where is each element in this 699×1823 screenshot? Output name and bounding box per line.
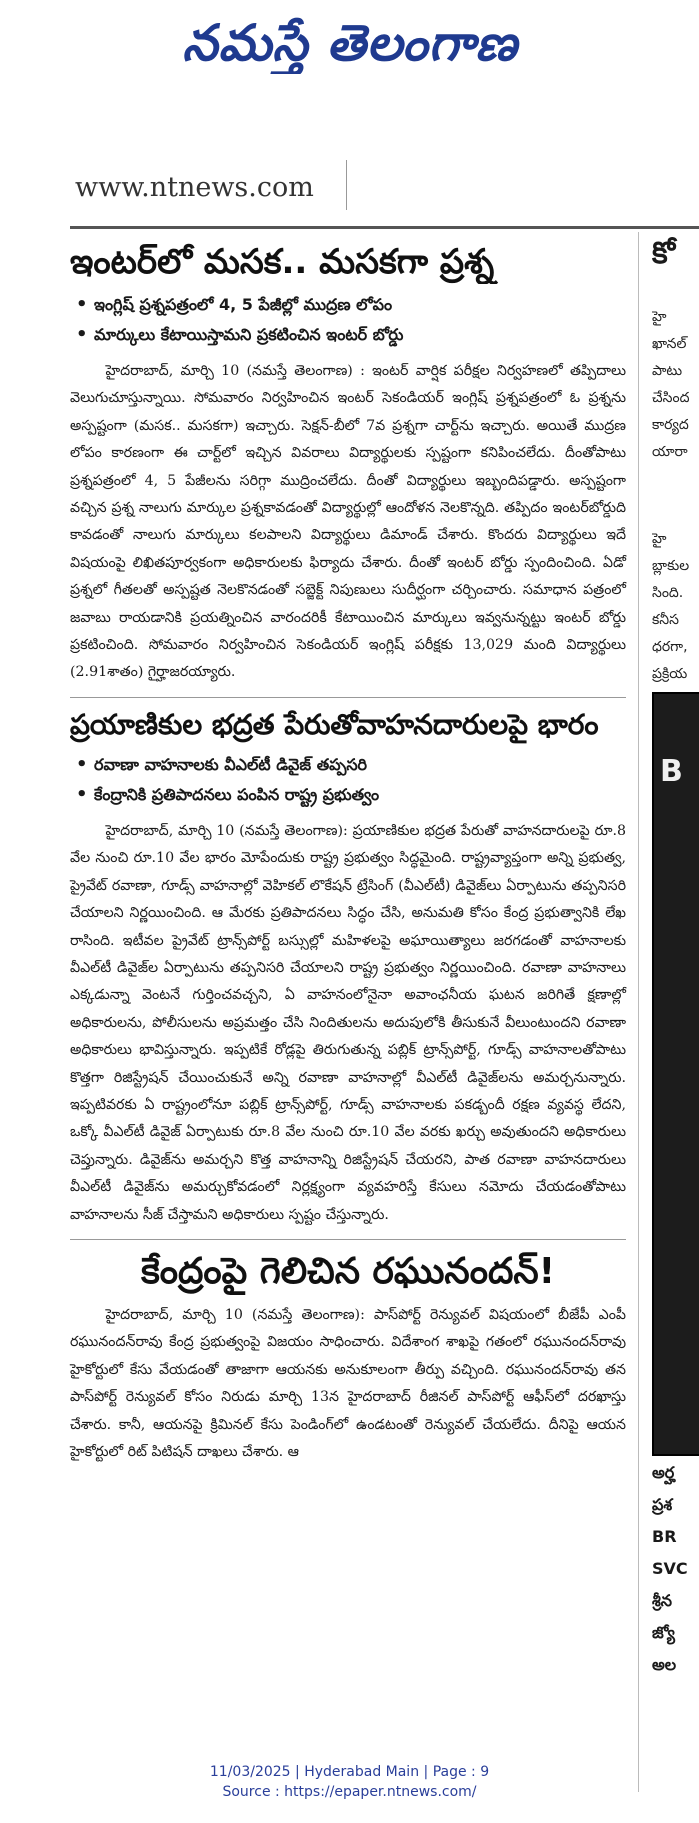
text-fragment: యారా (652, 444, 688, 460)
ad-fragment: అర్హ (652, 1463, 675, 1482)
masthead (0, 0, 699, 90)
page-footer (0, 1762, 699, 1802)
ad-fragment: ప్రశ (652, 1495, 673, 1514)
article-headline: కేంద్రంపై గెలిచిన రఘునందన్‌! (140, 1250, 556, 1292)
article-headline: ప్రయాణికుల భద్రత పేరుతోవాహనదారులపై భారం (70, 707, 599, 741)
right-column-fragment (652, 232, 699, 1792)
text-fragment: పాటు (652, 363, 683, 379)
main-column (70, 232, 626, 1476)
article-bullets (70, 750, 626, 810)
bullet-item: • ఇంగ్లిష్‌ ప్రశ్నపత్రంలో 4, 5 పేజీల్లో ముద్రణ లోపం (70, 290, 626, 320)
bullet-item: • కేంద్రానికి ప్రతిపాదనలు పంపిన రాష్ట్ర ప్రభుత్వం (70, 780, 626, 810)
advertisement[interactable] (652, 692, 699, 1456)
ad-text: B (660, 754, 683, 789)
advertisement-lower[interactable] (652, 1457, 699, 1681)
article-body: హైదరాబాద్‌, మార్చి 10 (నమస్తే తెలంగాణ): పాస్‌పోర్ట్‌ రెన్యువల్‌ విషయంలో బీజేపీ ఎంపీ రఘునందన్‌రావు కేంద్ర ప్రభుత్వంపై విజయం సాధించారు. విదేశాంగ శాఖపై గతంలో రఘునందన్‌రావు హైకోర్టులో కేసు వేయడంతో తాజాగా ఆయనకు అనుకూలంగా తీర్పు వచ్చింది. రఘునందన్‌రావు తన పాస్‌పోర్ట్‌ రెన్యువల్‌ కోసం నిరుడు మార్చి 13న హైదరాబాద్‌ రీజినల్‌ పాస్‌పోర్ట్‌ ఆఫీస్‌లో దరఖాస్తు చేశారు. కానీ, ఆయనపై క్రిమినల్‌ కేసు పెండింగ్‌లో ఉండటంతో రెన్యువల్‌ చేయలేదు. దీనిపై ఆయన హైకోర్టులో రిట్‌ పిటిషన్‌ దాఖలు చేశారు. ఆ (70, 1306, 626, 1460)
footer-source-link[interactable]: Source : https://epaper.ntnews.com/ (222, 1784, 477, 1800)
article-body: హైదరాబాద్‌, మార్చి 10 (నమస్తే తెలంగాణ) : ఇంటర్‌ వార్షిక పరీక్షల నిర్వహణలో తప్పిదాలు వెలుగుచూస్తున్నాయి. సోమవారం నిర్వహించిన ఇంటర్‌ సెకండియర్‌ ఇంగ్లిష్‌ ప్రశ్నపత్రంలో ఓ ప్రశ్నను అస్పష్టంగా (మసక.. మసకగా) ఇచ్చారు. సెక్షన్‌-బీలో 7వ ప్రశ్నగా చార్ట్‌ను ఇచ్చారు. అయితే ముద్రణ లోపం కారణంగా ఈ చార్ట్‌లో ఇచ్చిన వివరాలు విద్యార్థులకు స్పష్టంగా కనిపించలేదు. దీంతోపాటు ప్రశ్నపత్రంలో 4, 5 పేజీలను సరిగ్గా ముద్రించలేదు. దీంతో విద్యార్థులు ఇబ్బందిపడ్డారు. అస్పష్టంగా వచ్చిన ప్రశ్న నాలుగు మార్కుల ప్రశ్నకావడంతో విద్యార్థుల్లో ఆందోళన నెలకొన్నది. తప్పిదం ఇంటర్‌బోర్డుది కావడంతో నాలుగు మార్కులు కలపాలని విద్యార్థులు డిమాండ్‌ చేశారు. కొందరు విద్యార్థులు ఇదే విషయంపై లిఖితపూర్వకంగా అధికారులకు ఫిర్యాదు చేశారు. దీంతో ఇంటర్‌ బోర్డు స్పందించింది. ఏడో ప్రశ్నలో గీతలతో అస్పష్టత నెలకొనడంతో సబ్జెక్ట్‌ నిపుణులు సుదీర్ఘంగా చర్చించారు. సమాధాన పత్రంలో జవాబు రాయడానికి ప్రయత్నించిన వారందరికీ కేటాయించిన మార్కులు ఇవ్వనున్నట్టు ఇంటర్‌ బోర్డు ప్రకటించింది. సోమవారం నిర్వహించిన సెకండియర్‌ ఇంగ్లిష్‌ పరీక్షకు 13,029 మంది విద్యార్థులు (2.91శాతం) గైర్హాజరయ్యారు. (70, 363, 626, 681)
article-headline: ఇంటర్‌లో మసక.. మసకగా ప్రశ్న (70, 242, 495, 282)
article-inter-exam (70, 232, 626, 698)
article-bullets (70, 290, 626, 350)
article-vlt-device (70, 698, 626, 1240)
text-fragment: కార్యద (652, 417, 689, 433)
ad-fragment: జ్యో (652, 1623, 675, 1642)
text-fragment: ధరగా, (652, 639, 688, 655)
text-fragment: కనీస (652, 612, 679, 628)
bullet-item: • రవాణా వాహనాలకు వీఎల్‌టీ డివైజ్‌ తప్పసరి (70, 750, 626, 780)
ad-fragment: SVC (652, 1559, 688, 1578)
text-fragment: హై (652, 309, 667, 325)
article-body: హైదరాబాద్‌, మార్చి 10 (నమస్తే తెలంగాణ): ప్రయాణికుల భద్రత పేరుతో వాహనదారులపై రూ.8 వేల నుంచి రూ.10 వేల భారం మోపేందుకు రాష్ట్ర ప్రభుత్వం సిద్ధమైంది. రాష్ట్రవ్యాప్తంగా అన్ని ప్రభుత్వ, ప్రైవేట్‌ రవాణా, గూడ్స్‌ వాహనాల్లో వెహికల్‌ లొకేషన్‌ ట్రేసింగ్‌ (వీఎల్‌టీ) డివైజ్‌లు ఏర్పాటును తప్పనిసరి చేయాలని నిర్ణయించింది. ఆ మేరకు ప్రతిపాదనలు సిద్ధం చేసి, అనుమతి కోసం కేంద్ర ప్రభుత్వానికి లేఖ రాసింది. ఇటీవల ప్రైవేట్‌ ట్రాన్స్‌పోర్ట్‌ బస్సుల్లో మహిళలపై అఘాయిత్యాలు జరగడంతో వాహనాలకు వీఎల్‌టీ డివైజ్‌ల ఏర్పాటును తప్పనిసరి చేయాలని రాష్ట్ర ప్రభుత్వం నిర్ణయించింది. రవాణా వాహనాలు ఎక్కడున్నా వెంటనే గుర్తించవచ్చని, ఏ వాహనంలోనైనా అవాంఛనీయ ఘటన జరిగితే క్షణాల్లో అధికారులను, పోలీసులను అప్రమత్తం చేసి నిందితులను అదుపులోకి తీసుకునే వీలుంటుందని రవాణా అధికారులు భావిస్తున్నారు. ఇప్పటికే రోడ్లపై తిరుగుతున్న పబ్లిక్‌ ట్రాన్స్‌పోర్ట్‌, గూడ్స్‌ వాహనాలతోపాటు కొత్తగా రిజిస్ట్రేషన్‌ చేయించుకునే అన్ని రవాణా వాహనాల్లో వీఎల్‌టీ డివైజ్‌లను అమర్చనున్నారు. ఇప్పటివరకు ఏ రాష్ట్రంలోనూ పబ్లిక్‌ ట్రాన్స్‌పోర్ట్‌, గూడ్స్‌ వాహనాలకు పకడ్బందీ రక్షణ వ్యవస్థ లేదని, ఒక్కో వీఎల్‌టీ డివైజ్‌ ఏర్పాటుకు రూ.8 వేల నుంచి రూ.10 వేల వరకు ఖర్చు అవుతుందని అధికారులు చెప్తున్నారు. డివైజ్‌ను అమర్చని కొత్త వాహనాన్ని రిజిస్ట్రేషన్‌ చేయరని, పాత రవాణా వాహనదారులు వీఎల్‌టీ డివైజ్‌ను అమర్చుకోవడంలో నిర్లక్ష్యంగా వ్యవహరిస్తే కేసులు నమోదు చేయడంతోపాటు వాహనాలను సీజ్‌ చేస్తామని అధికారులు స్పష్టం చేస్తున్నారు. (70, 822, 626, 1223)
right-headline-fragment: కో (652, 236, 676, 271)
ad-fragment: అల (652, 1655, 677, 1674)
text-fragment: హై (652, 531, 667, 547)
text-fragment: సింది. (652, 585, 684, 601)
site-url[interactable]: www.ntnews.com (75, 172, 314, 203)
ad-fragment: BR (652, 1527, 677, 1546)
text-fragment: బ్లాకుల (652, 558, 690, 574)
text-fragment: చేసింద (652, 390, 690, 406)
column-divider (638, 232, 639, 1792)
ad-fragment: శ్రీన (652, 1591, 673, 1610)
article-raghunandan (70, 1240, 626, 1476)
bullet-item: • మార్కులు కేటాయిస్తామని ప్రకటించిన ఇంటర్‌ బోర్డు (70, 320, 626, 350)
top-rule (70, 226, 699, 229)
text-fragment: ఖానల్ (652, 336, 687, 352)
newspaper-logo: నమస్తే తెలంగాణ (182, 14, 518, 72)
text-fragment: ప్రక్రియ (652, 666, 688, 682)
footer-date-edition: 11/03/2025 | Hyderabad Main | Page : 9 (209, 1764, 490, 1780)
url-divider (346, 160, 347, 210)
